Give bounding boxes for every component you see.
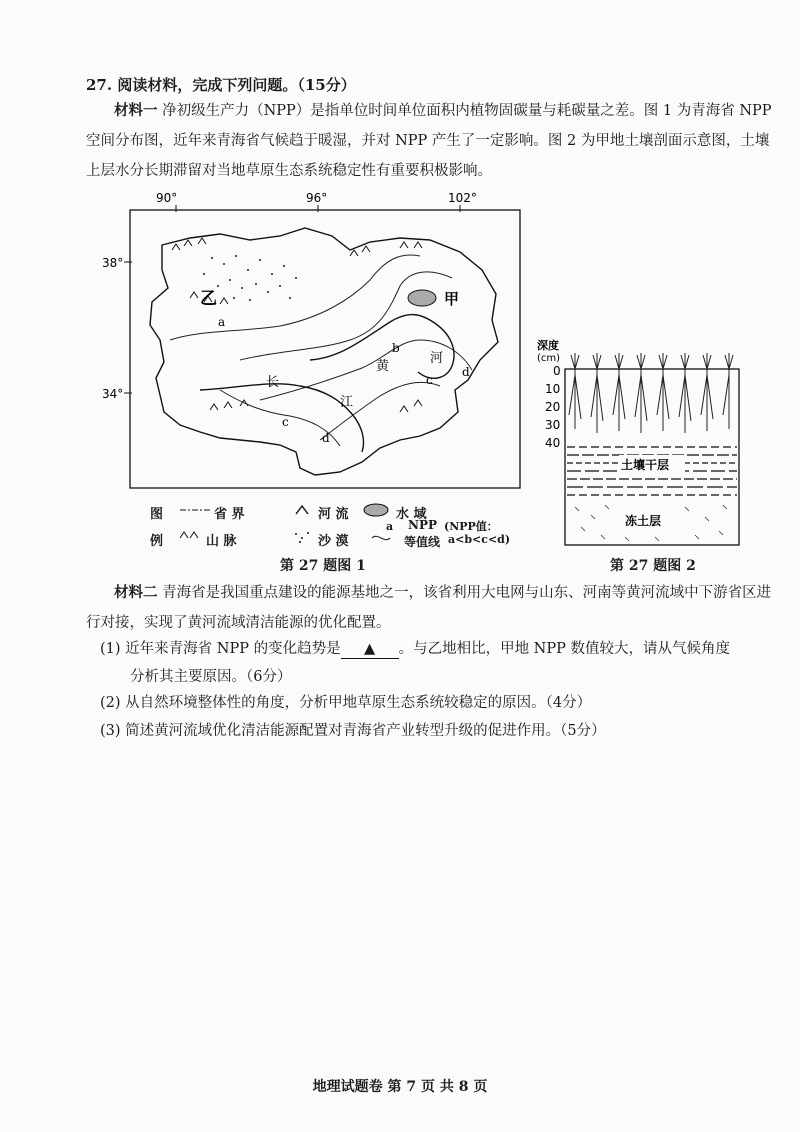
contour-label-d: d [462, 365, 470, 379]
material-1 [86, 96, 776, 186]
legend-tu: 图 [150, 507, 164, 522]
place-jia: 甲 [444, 290, 460, 308]
river-chang-2: 江 [340, 395, 354, 410]
contour-label-b: b [392, 341, 400, 355]
legend-river: 河 流 [318, 507, 349, 522]
lat-label-34: 34° [102, 387, 124, 401]
q1-suffix: 。与乙地相比，甲地 NPP 数值较大，请从气候角度 [398, 641, 730, 657]
water-body-jia [408, 290, 436, 306]
lon-label-90: 90° [156, 191, 178, 205]
material-2-label: 材料二 [114, 584, 158, 601]
legend-npp: NPP [408, 518, 438, 532]
figure-1-map [100, 190, 530, 550]
legend-row-2 [150, 530, 163, 549]
lat-label-38: 38° [102, 256, 124, 270]
depth-unit: (cm) [537, 353, 561, 364]
depth-tick-20: 20 [545, 400, 561, 414]
material-1-text: 净初级生产力（NPP）是指单位时间单位面积内植物固碳量与耗碳量之差。图 1 为青海省 NPP 空间分布图，近年来青海省气候趋于暖湿，并对 NPP 产生了一定影响。图 2 为甲地土壤剖面示意图，土壤上层水分长期滞留对当地草原生态系统稳定性有重要积极影响。 [86, 103, 772, 179]
depth-tick-10: 10 [545, 382, 561, 396]
legend-desert: 沙 漠 [318, 534, 349, 549]
contour-label-c: c [426, 373, 433, 387]
figure-1-caption: 第 27 题图 1 [280, 558, 366, 574]
contour-label-d2: d [322, 431, 330, 445]
contour-d [320, 382, 440, 440]
frozen-layer-label: 冻土层 [625, 514, 662, 528]
answer-blank[interactable]: ▲ [341, 640, 399, 659]
legend-row-1 [150, 503, 163, 522]
sub-question-2: (2) 从自然环境整体性的角度，分析甲地草原生态系统较稳定的原因。（4分） [100, 695, 592, 711]
river-huang-1: 黄 [376, 359, 390, 374]
grass-roots [569, 353, 733, 433]
depth-tick-30: 30 [545, 418, 561, 432]
dry-layer-label: 土壤干层 [621, 458, 670, 472]
depth-tick-0: 0 [553, 364, 561, 378]
legend-water: 水 域 [396, 507, 427, 522]
place-yi: 乙 [200, 289, 217, 309]
contour-c1 [260, 340, 472, 400]
legend-contour-sample: a [386, 520, 394, 533]
legend-npp-value: (NPP值： [444, 520, 498, 533]
lon-label-102: 102° [448, 191, 477, 205]
q1-line-2: 分析其主要原因。（6分） [130, 669, 292, 685]
sub-question-1 [100, 634, 780, 664]
legend-li: 例 [150, 534, 164, 549]
depth-tick-40: 40 [545, 436, 561, 450]
q1-prefix: (1) 近年来青海省 NPP 的变化趋势是 [100, 641, 341, 657]
river-huang-2: 河 [430, 351, 444, 366]
legend-province: 省 界 [214, 507, 245, 522]
lon-label-96: 96° [306, 191, 328, 205]
material-2-text: 青海省是我国重点建设的能源基地之一，该省利用大电网与山东、河南等黄河流域中下游省区进行对接，实现了黄河流域清洁能源的优化配置。 [86, 585, 772, 631]
page-footer: 地理试题卷 第 7 页 共 8 页 [312, 1079, 488, 1095]
legend-npp-line: 等值线 [404, 535, 441, 549]
contour-label-a: a [218, 315, 226, 329]
figure-2-soil-profile [535, 335, 745, 550]
legend-mountain: 山 脉 [206, 534, 237, 549]
material-2 [86, 578, 776, 638]
depth-label: 深度 [537, 339, 559, 352]
figure-2-caption: 第 27 题图 2 [610, 558, 696, 574]
question-title: 27. 阅读材料，完成下列问题。（15分） [86, 76, 356, 94]
material-1-label: 材料一 [114, 102, 158, 119]
sub-question-3: (3) 简述黄河流域优化清洁能源配置对青海省产业转型升级的促进作用。（5分） [100, 723, 606, 739]
legend-npp-order: a<b<c<d) [448, 533, 511, 546]
river-chang-1: 长 [266, 375, 280, 390]
contour-label-c2: c [282, 415, 289, 429]
desert-dots [203, 255, 297, 301]
